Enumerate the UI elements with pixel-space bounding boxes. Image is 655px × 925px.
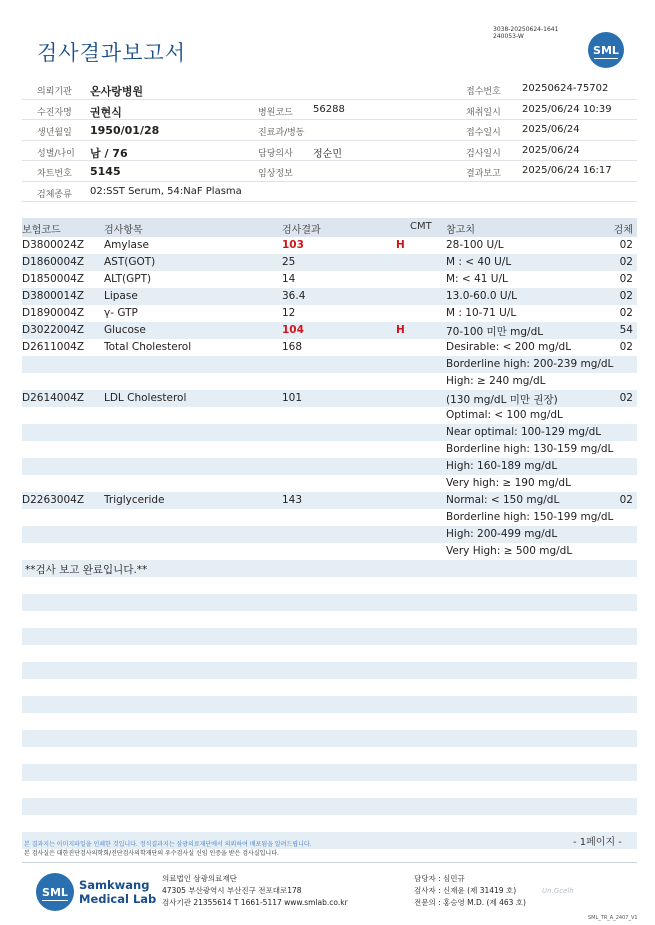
empty-row [22,747,637,764]
empty-row [22,781,637,798]
cell-ref: Normal: < 150 mg/dL [446,494,560,506]
empty-row [22,679,637,696]
info-label: 접수일시 [466,128,501,138]
cell-name: Lipase [104,290,138,302]
table-row [22,339,637,356]
table-row [22,526,637,543]
info-value: 56288 [313,103,345,115]
table-row [22,356,637,373]
header-result: 검사결과 [282,225,321,236]
cell-result: 25 [282,256,296,268]
cell-result: 101 [282,392,303,404]
info-value: 02:SST Serum, 54:NaF Plasma [90,185,242,197]
empty-row [22,730,637,747]
table-row [22,509,637,526]
empty-row [22,611,637,628]
cell-code: D2611004Z [22,341,85,353]
info-value: 5145 [90,165,121,178]
cell-result: 12 [282,307,296,319]
empty-row [22,764,637,781]
info-value: 정순민 [313,148,342,160]
note-image-copy: 본 결과지는 이미지파일을 인쇄한 것입니다. 정식결과지는 삼광의료재단에서 의뢰하여 배포됨을 알려드립니다. [24,841,312,848]
cell-code: D1850004Z [22,273,85,285]
header-code: 보험코드 [22,225,61,236]
cell-result: 103 [282,239,304,251]
header-name: 검사항목 [104,225,143,236]
table-row [22,407,637,424]
table-row [22,305,637,322]
cell-result: 104 [282,324,304,336]
table-body [22,237,637,849]
info-value: 2025/06/24 16:17 [522,165,612,176]
page-number: - 1페이지 - [573,837,622,848]
cell-ref: High: 160-189 mg/dL [446,460,558,472]
cell-ref: M : < 40 U/L [446,256,512,268]
cell-ref: Optimal: < 100 mg/dL [446,409,563,421]
cell-code: D3022004Z [22,324,85,336]
info-label: 수진자명 [37,107,72,118]
info-label: 차트번호 [37,169,72,179]
cell-spec: 02 [619,239,633,251]
table-row [22,458,637,475]
header-ref: 참고치 [446,225,475,236]
signature: Un.Gcelh [542,887,574,895]
cell-code: D3800024Z [22,239,85,251]
info-label: 담당의사 [258,148,293,159]
info-value: 20250624-75702 [522,83,609,94]
empty-row [22,594,637,611]
empty-row [22,713,637,730]
info-row [22,161,637,182]
cell-ref: Very High: ≥ 500 mg/dL [446,545,573,557]
table-row [22,543,637,560]
patient-info-section [22,79,637,202]
info-label: 결과보고 [466,169,501,179]
table-row [22,390,637,407]
cell-ref: 70-100 미만 mg/dL [446,326,544,338]
info-label: 채취일시 [466,107,501,118]
cell-spec: 02 [619,392,633,404]
table-row [22,322,637,339]
info-label: 임상정보 [258,169,293,179]
cell-code: D2263004Z [22,494,85,506]
info-label: 접수번호 [466,87,501,97]
cell-ref: 13.0-60.0 U/L [446,290,517,302]
sml-logo: SML [588,32,624,68]
cell-code: D1860004Z [22,256,85,268]
empty-row [22,798,637,815]
info-row [22,120,637,141]
table-row [22,271,637,288]
info-label: 의뢰기관 [37,87,72,97]
form-code: SML_TR_A_2407_V1 [588,915,638,921]
cell-flag: H [396,324,405,336]
note-certification: 본 검사실은 대한진단검사의학회/진단검사의학재단의 우수검사실 신임 인증을 받은 검사실입니다. [24,849,279,857]
cell-name: Glucose [104,324,146,336]
cell-spec: 02 [619,494,633,506]
table-row [22,254,637,271]
cell-spec: 54 [619,324,633,336]
empty-row [22,815,637,832]
cell-ref: High: ≥ 240 mg/dL [446,375,546,387]
brand-name: Samkwang Medical Lab [79,878,157,906]
empty-row [22,662,637,679]
cell-name: ALT(GPT) [104,273,152,285]
cell-ref: Near optimal: 100-129 mg/dL [446,426,602,438]
completion-message: **검사 보고 완료입니다.** [25,564,148,576]
cell-ref: Very high: ≥ 190 mg/dL [446,477,571,489]
info-label: 성별/나이 [37,148,75,159]
cell-ref: High: 200-499 mg/dL [446,528,558,540]
empty-row [22,645,637,662]
info-value: 권현식 [90,105,122,119]
cell-name: γ- GTP [104,307,138,319]
cell-result: 14 [282,273,296,285]
info-row [22,79,637,100]
table-row [22,424,637,441]
cell-code: D1890004Z [22,307,85,319]
cell-code: D2614004Z [22,392,85,404]
completion-row [22,560,637,577]
cell-ref: M: < 41 U/L [446,273,508,285]
info-value: 온사랑병원 [90,85,144,98]
cell-ref: 28-100 U/L [446,239,504,251]
header-spec: 검체 [613,225,633,236]
info-label: 검사일시 [466,148,501,159]
cell-code: D3800014Z [22,290,85,302]
info-value: 2025/06/24 10:39 [522,103,612,115]
table-row [22,492,637,509]
info-value: 1950/01/28 [90,124,160,137]
cell-result: 168 [282,341,303,353]
table-row [22,237,637,254]
info-value: 2025/06/24 [522,144,580,156]
document-id: 3038-20250624-1641 240053-W [493,26,559,40]
info-value: 남 / 76 [90,146,128,160]
info-value: 2025/06/24 [522,124,580,135]
footer-notes [24,841,312,858]
cell-ref: M : 10-71 U/L [446,307,517,319]
cell-spec: 02 [619,290,633,302]
empty-row [22,577,637,594]
cell-name: LDL Cholesterol [104,392,187,404]
info-row [22,141,637,162]
empty-row [22,628,637,645]
table-row [22,288,637,305]
info-label: 진료과/병동 [258,128,305,138]
staff-info: 담당자 : 심민규 검사자 : 신재윤 (제 31419 호) Un.Gcelh 전문의 : 홍승영 M.D. (제 463 호) [414,874,574,907]
cell-name: Total Cholesterol [104,341,192,353]
cell-ref: Borderline high: 130-159 mg/dL [446,443,614,455]
table-row [22,441,637,458]
footer-divider [22,862,637,863]
page-title: 검사결과보고서 [37,41,187,65]
table-row [22,475,637,492]
cell-spec: 02 [619,307,633,319]
table-header [22,218,637,237]
table-row [22,373,637,390]
sml-logo-footer: SML [36,873,74,911]
cell-ref: Borderline high: 150-199 mg/dL [446,511,614,523]
cell-ref: (130 mg/dL 미만 권장) [446,394,558,406]
cell-ref: Borderline high: 200-239 mg/dL [446,358,614,370]
info-label: 검체종류 [37,189,72,200]
cell-result: 143 [282,494,303,506]
info-label: 병원코드 [258,107,293,118]
cell-name: Triglyceride [104,494,165,506]
cell-name: AST(GOT) [104,256,156,268]
cell-name: Amylase [104,239,149,251]
lab-address: 의료법인 삼광의료재단 47305 부산광역시 부산진구 전포대로178 검사기관 21355614 T 1661-5117 www.smlab.co.kr [162,874,348,907]
cell-ref: Desirable: < 200 mg/dL [446,341,572,353]
header-cmt: CMT [410,221,432,232]
cell-result: 36.4 [282,290,306,302]
empty-row [22,696,637,713]
info-label: 생년월일 [37,128,72,138]
cell-spec: 02 [619,341,633,353]
cell-flag: H [396,239,405,251]
results-table [22,218,637,849]
cell-spec: 02 [619,256,633,268]
info-row [22,182,637,203]
cell-spec: 02 [619,273,633,285]
info-row [22,100,637,121]
